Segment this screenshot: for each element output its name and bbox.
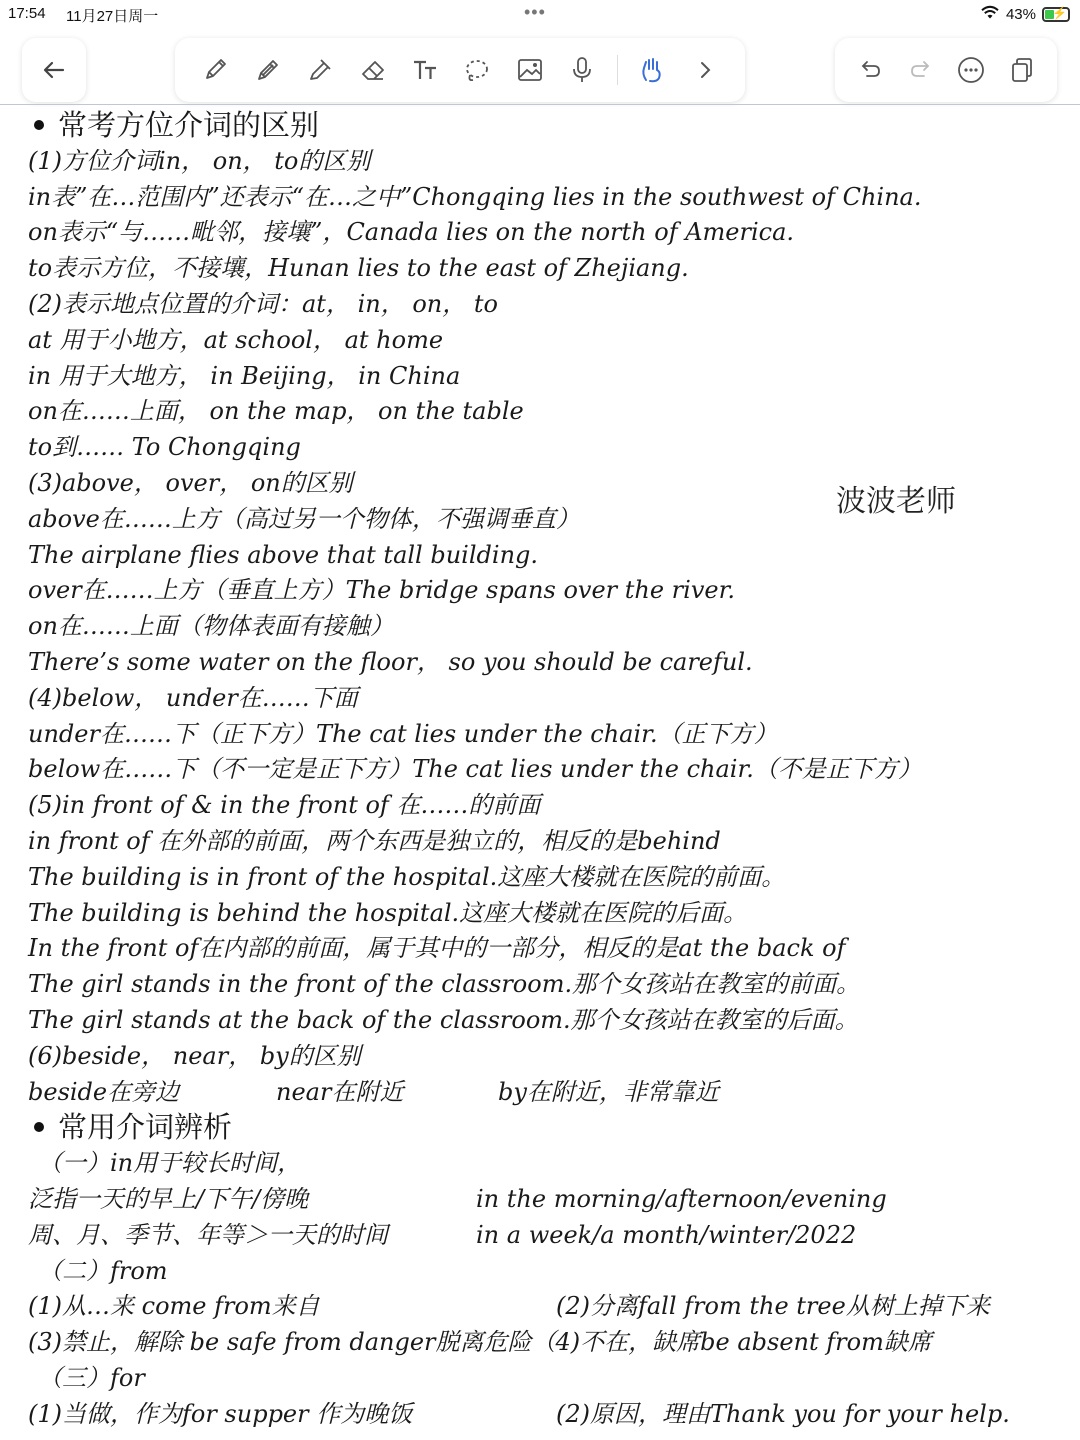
note-line: at 用于小地方，at school， at home [28, 325, 444, 354]
note-line: (1)方位介词in， on， to的区别 [28, 146, 371, 175]
note-line: The building is behind the hospital.这座大楼就在医院的后面。 [28, 898, 748, 927]
pen-icon[interactable] [197, 52, 233, 88]
note-column-text: near在附近 [276, 1077, 404, 1106]
bullet-icon [34, 120, 44, 130]
note-line: on在……上面（物体表面有接触） [28, 612, 394, 641]
note-column-text: (1)从…来 come from来自 [28, 1292, 320, 1321]
lasso-icon[interactable] [459, 52, 495, 88]
text-icon[interactable] [407, 52, 443, 88]
pages-icon[interactable] [1004, 52, 1040, 88]
note-line: There’s some water on the floor， so you should be careful. [28, 647, 753, 676]
toolbar-divider [617, 55, 618, 85]
battery-icon: ⚡ [1042, 7, 1070, 22]
note-line: (3)禁止，解除 be safe from danger脱离危险（4)不在，缺席be absent from缺席 [28, 1328, 932, 1357]
note-line: over在……上方（垂直上方）The bridge spans over the river. [28, 576, 736, 605]
note-column-text: (2)原因，理由Thank you for your help. [556, 1399, 1010, 1428]
note-line [28, 1075, 1068, 1111]
chevron-right-icon[interactable] [687, 52, 723, 88]
hand-draw-icon[interactable] [634, 52, 670, 88]
note-line: in表”在…范围内”还表示“在…之中”Chongqing lies in the southwest of China. [28, 182, 922, 211]
status-time: 17:54 [8, 5, 46, 22]
note-line: on在……上面， on the map， on the table [28, 397, 524, 426]
note-line: (3)above， over， on的区别 [28, 468, 353, 497]
note-column-text: in a week/a month/winter/2022 [476, 1220, 857, 1249]
note-line: （一）in用于较长时间， [38, 1149, 302, 1178]
note-line: In the front of在内部的前面，属于其中的一部分，相反的是at the back of [28, 934, 846, 963]
pencil-icon[interactable] [250, 52, 286, 88]
back-toolbar [22, 38, 86, 102]
note-line: in front of 在外部的前面，两个东西是独立的，相反的是behind [28, 826, 721, 855]
note-line: (5)in front of & in the front of 在……的前面 [28, 791, 541, 820]
signature: 波波老师 [836, 484, 956, 519]
status-bar [0, 0, 1080, 28]
multitasking-dots-icon[interactable]: ••• [524, 2, 546, 22]
note-line: （二）from [38, 1256, 168, 1285]
note-line: (4)below， under在……下面 [28, 683, 358, 712]
note-line: The airplane flies above that tall building. [28, 540, 539, 569]
battery-percent: 43% [1005, 5, 1036, 23]
note-column-text: 泛指一天的早上/下午/傍晚 [28, 1184, 309, 1213]
note-column-text: 周、月、季节、年等＞一天的时间 [28, 1220, 388, 1249]
undo-icon[interactable] [852, 52, 888, 88]
note-column-text: by在附近，非常靠近 [498, 1077, 719, 1106]
note-line: under在……下（正下方）The cat lies under the chair.（正下方） [28, 719, 778, 748]
bullet-icon [34, 1122, 44, 1132]
note-line: The girl stands in the front of the classroom.那个女孩站在教室的前面。 [28, 970, 861, 999]
heading-text: 常用介词辨析 [58, 1110, 233, 1145]
image-icon[interactable] [512, 52, 548, 88]
heading-text: 常考方位介词的区别 [58, 108, 320, 142]
redo-icon[interactable] [903, 52, 939, 88]
microphone-icon[interactable] [564, 52, 600, 88]
note-line: below在……下（不一定是正下方）The cat lies under the chair.（不是正下方） [28, 755, 922, 784]
back-arrow-icon[interactable] [36, 52, 72, 88]
note-line: （三）for [38, 1363, 145, 1392]
eraser-icon[interactable] [355, 52, 391, 88]
note-column-text: (1)当做，作为for supper 作为晚饭 [28, 1399, 413, 1428]
note-line [28, 1218, 1068, 1254]
wifi-icon [980, 4, 1000, 24]
note-line: on表示“与……毗邻，接壤”，Canada lies on the north of America. [28, 218, 795, 247]
note-line [28, 1289, 1068, 1325]
note-content[interactable] [28, 108, 1068, 1432]
note-line: in 用于大地方， in Beijing， in China [28, 361, 461, 390]
section-heading [28, 108, 1068, 144]
tools-toolbar [175, 38, 745, 102]
status-right [980, 4, 1070, 24]
note-line: The girl stands at the back of the classroom.那个女孩站在教室的后面。 [28, 1005, 859, 1034]
note-line: (6)beside， near， by的区别 [28, 1041, 361, 1070]
section-heading [28, 1110, 1068, 1146]
note-line [28, 1182, 1068, 1218]
note-line: (2)表示地点位置的介词：at， in， on， to [28, 289, 498, 318]
more-icon[interactable] [953, 52, 989, 88]
note-line [28, 1397, 1068, 1433]
note-line: to到…… To Chongqing [28, 433, 301, 462]
note-line: to表示方位，不接壤，Hunan lies to the east of Zhejiang. [28, 254, 689, 283]
status-date: 11月27日周一 [66, 8, 159, 25]
note-line: The building is in front of the hospital.这座大楼就在医院的前面。 [28, 862, 786, 891]
page-top-border [0, 104, 1080, 105]
note-column-text: (2)分离fall from the tree从树上掉下来 [556, 1292, 990, 1321]
note-column-text: in the morning/afternoon/evening [476, 1184, 887, 1213]
note-column-text: beside在旁边 [28, 1077, 180, 1106]
actions-toolbar [835, 38, 1057, 102]
highlighter-icon[interactable] [302, 52, 338, 88]
note-line: above在……上方（高过另一个物体，不强调垂直） [28, 504, 580, 533]
